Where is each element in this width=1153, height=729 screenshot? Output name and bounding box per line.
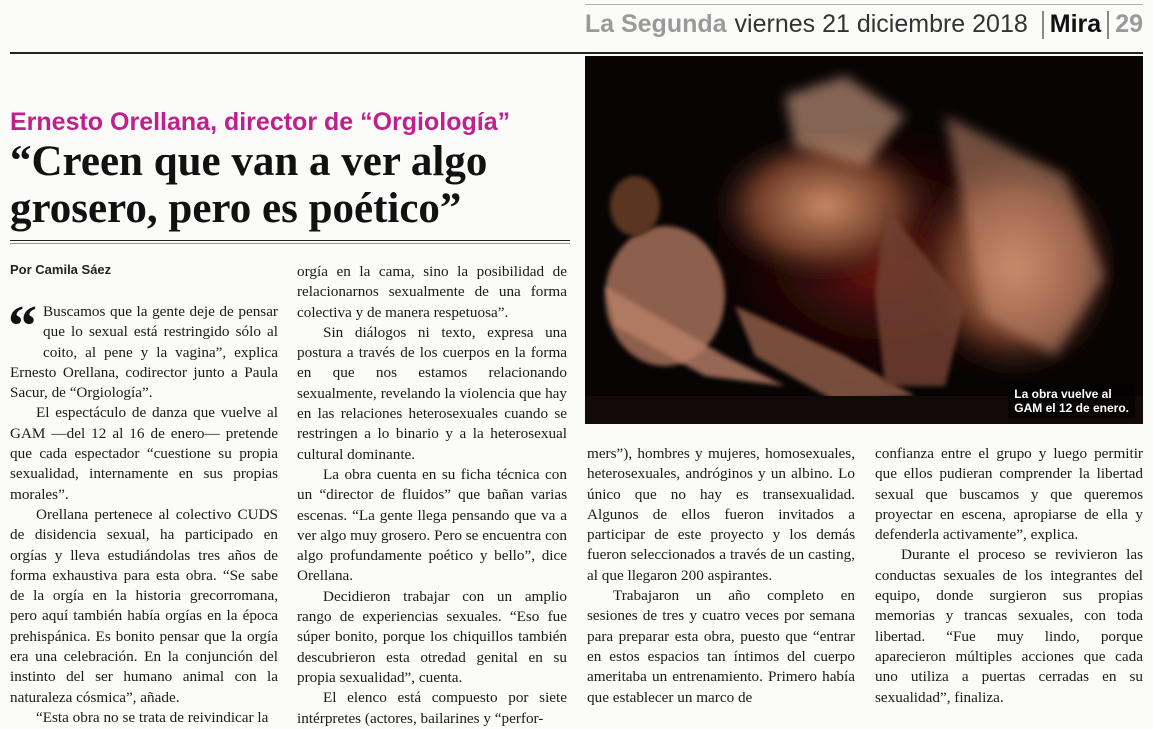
caption-line: La obra vuelve al [1014,387,1112,401]
headline-rule [10,243,570,244]
section-name: Mira [1049,10,1102,38]
article-paragraph: Orellana pertenece al colectivo CUDS de disidencia sexual, ha participado en orgías y lleva estudiándolas tres años de forma exhaustiva para esta obra. “Se sabe de la orgía en la historia grecorromana, pero aquí también había orgías en la época prehispánica. Es bonito pensar que la orgía era una celebración. En la conjunción del instinto del ser humano animal con la naturaleza cósmica”, añade. [10,505,278,706]
article-column-2 [297,262,567,729]
newspaper-name: La Segunda [584,10,727,38]
headline-rule [10,240,570,241]
byline: Por Camila Sáez [10,262,112,277]
article-kicker: Ernesto Orellana, director de “Orgiología” [10,108,511,136]
header-top-line [585,4,1143,5]
header-divider [1042,11,1044,39]
headline-line: “Creen que van a ver algo [10,138,488,185]
article-paragraph: “Esta obra no se trata de reivindicar la [36,708,269,726]
photo-caption [1008,384,1135,418]
article-column-3 [587,444,855,708]
article-paragraph: El espectáculo de danza que vuelve al GAM —del 12 al 16 de enero— pretende que cada espectador “cuestione su propia sexualidad, internamente en sus propias morales”. [10,404,278,503]
article-paragraph: mers”), hombres y mujeres, homosexuales, heterosexuales, andróginos y un albino. Lo único que no hay es transexualidad. Algunos de ellos fueron invitados a participar de este proyecto y los demás fueron seleccionados a través de un casting, al que llegaron 200 aspirantes. [587,445,855,584]
headline-line: grosero, pero es poético” [10,185,462,232]
dancers-image [585,56,1143,424]
article-column-4 [875,444,1143,708]
article-paragraph: confianza entre el grupo y luego permitir que ellos pudieran comprender la libertad sexual que buscamos y que queremos proyectar en escena, apropiarse de ella y defenderla activamente”, explica. [875,445,1143,544]
page-number: 29 [1115,10,1143,38]
quote-mark-icon: “ [8,293,37,358]
article-paragraph: orgía en la cama, sino la posibilidad de relacionarnos sexualmente de una forma colectiva y de manera respetuosa”. [297,263,567,321]
caption-line: GAM el 12 de enero. [1014,401,1129,415]
page-header [585,10,1143,39]
article-column-1 [8,293,278,728]
paragraph-text: Buscamos que la gente deje de pensar que lo sexual está restringido sólo al coito, al pene y la vagina”, explica Ernesto Orellana, codirector junto a Paula Sacur, de “Orgiología”. [10,303,278,402]
article-paragraph: Trabajaron un año completo en sesiones de tres y cuatro veces por semana para preparar esta obra, puesto que “entrar en estos espacios tan íntimos del cuerpo ameritaba un entrenamiento. Primero había que establecer un marco de [587,587,855,706]
article-paragraph: La obra cuenta en su ficha técnica con un “director de fluidos” que bañan varias escenas. “La gente llega pensando que va a ver algo muy grosero. Pero se encuentra con algo profundamente poético y bello”, dice Orellana. [297,465,567,585]
header-divider [1107,11,1109,39]
article-photo [585,56,1143,424]
header-rule [10,52,1143,54]
article-paragraph: El elenco está compuesto por siete intérpretes (actores, bailarines y “perfor- [297,689,567,727]
article-paragraph: Durante el proceso se revivieron las conductas sexuales de los integrantes del equipo, donde surgieron sus propias memorias y trancas sexuales, con toda libertad. “Fue muy lindo, porque aparecieron múltiples acciones que cada uno utiliza a puertas cerradas en su sexualidad”, finaliza. [875,546,1143,706]
article-paragraph: Sin diálogos ni texto, expresa una postura a través de los cuerpos en la forma en que nos estamos relacionando sexualmente, revelando la violencia que hay en las relaciones heterosexuales cuando se restringen a lo binario y a la heterosexual cultural dominante. [297,323,567,463]
article-paragraph: Decidieron trabajar con un amplio rango de experiencias sexuales. “Eso fue súper bonito, porque los chiquillos también descubrieron esta otredad genital en su propia sexualidad”, cuenta. [297,587,567,686]
issue-date: viernes 21 diciembre 2018 [734,10,1028,38]
article-paragraph [8,293,278,403]
article-headline [10,138,580,232]
